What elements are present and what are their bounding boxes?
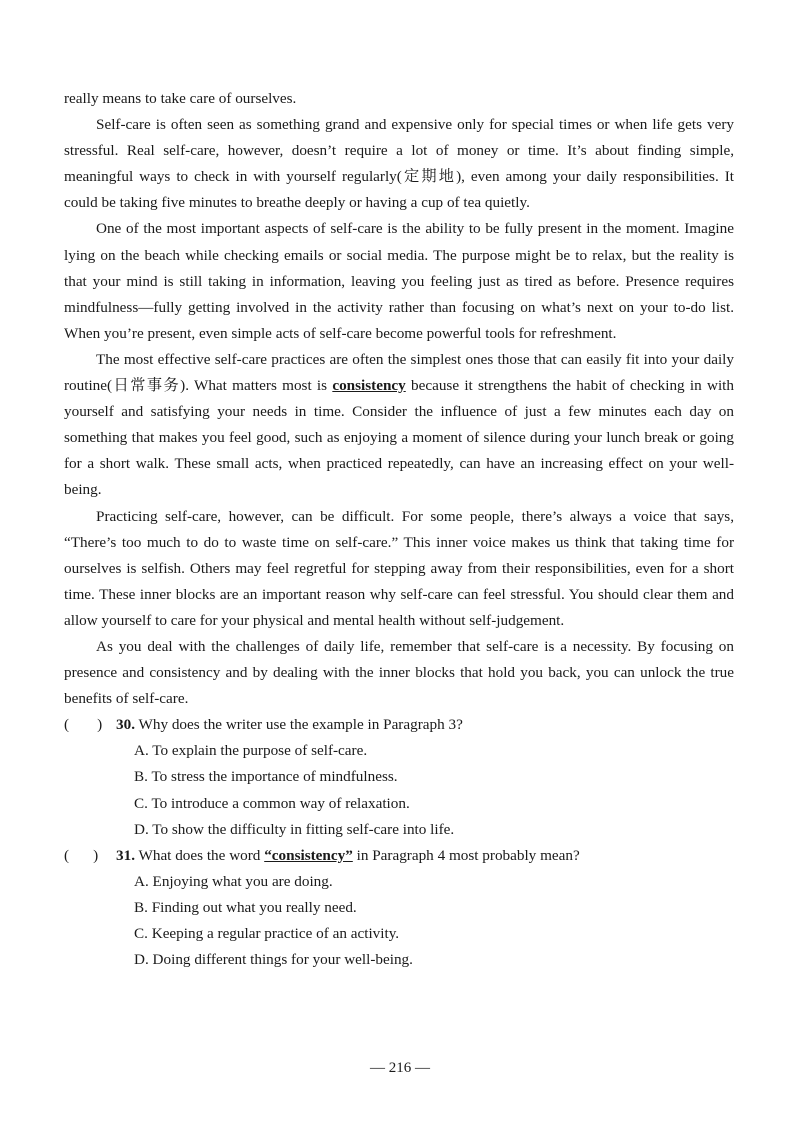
question-31 (64, 843, 734, 973)
question-text: Why does the writer use the example in Paragraph 3? (138, 716, 463, 734)
answer-blank-open: ( (64, 846, 70, 864)
paragraph-3 (64, 347, 734, 504)
paragraph-5: As you deal with the challenges of daily life, remember that self-care is a necessity. By focusing on presence and consistency and by dealing with the inner blocks that hold you back, you can unlock the true benefits of self-care. (64, 637, 734, 708)
document-body (64, 86, 734, 973)
page-number: — 216 — (370, 1060, 430, 1076)
paragraph-1: Self-care is often seen as something grand and expensive only for special times or when life gets very stressful. Real self-care, however, doesn’t require a lot of money or time. It’s about finding simple, meaningful ways to check in with yourself regularly(定期地), even among your daily responsibilities. It could be taking five minutes to breathe deeply or having a cup of tea quietly. (64, 116, 734, 212)
question-number: 31. (116, 846, 135, 864)
question-text-a: What does the word (138, 846, 265, 864)
answer-blank-close: ) (93, 846, 99, 864)
option-b: B. To stress the importance of mindfulness. (134, 768, 398, 786)
paragraph-2: One of the most important aspects of self-care is the ability to be fully present in the moment. Imagine lying on the beach while checking emails or social media. The purpose might be to relax, but the reality is that your mind is still taking in information, leaving you feeling just as tired as before. Presence requires mindfulness—fully getting involved in the activity rather than focusing on what’s next on your to-do list. When you’re present, even simple acts of self-care become powerful tools for refreshment. (64, 220, 734, 342)
question-text-b: in Paragraph 4 most probably mean? (352, 846, 580, 864)
paragraph-4: Practicing self-care, however, can be difficult. For some people, there’s always a voice that says, “There’s too much to do to waste time on self-care.” This inner voice makes us think that taking time for ourselves is selfish. Others may feel regretful for stepping away from their responsibilities, even for a short time. These inner blocks are an important reason why self-care can feel stressful. You should clear them and allow yourself to care for your physical and mental health without self-judgement. (64, 507, 734, 629)
question-keyword: “consistency” (264, 846, 353, 864)
answer-blank-open: ( (64, 716, 70, 734)
question-stem (116, 712, 463, 738)
question-30 (64, 712, 734, 842)
keyword-consistency: consistency (332, 377, 406, 395)
question-number: 30. (116, 716, 135, 734)
paragraph-3-text-b: because it strengthens the habit of checking in with yourself and satisfying your needs in time. Consider the influence of just a few minutes each day on something that makes you feel good, such as enjoying a moment of silence during your lunch break or going for a short walk. These small acts, when practiced repeatedly, can have an increasing effect on your well-being. (64, 377, 734, 499)
question-stem (116, 843, 580, 869)
option-c: C. Keeping a regular practice of an activity. (134, 925, 400, 942)
option-b: B. Finding out what you really need. (134, 898, 357, 916)
option-d: D. To show the difficulty in fitting self-care into life. (134, 820, 455, 838)
option-a: A. To explain the purpose of self-care. (134, 742, 368, 760)
option-a: A. Enjoying what you are doing. (134, 872, 333, 890)
answer-blank[interactable] (64, 843, 116, 869)
option-c: C. To introduce a common way of relaxation. (134, 794, 410, 812)
paragraph-3-text-a: The most effective self-care practices are often the simplest ones those that can easily fit into your daily routine(日常事务). What matters most is (64, 350, 734, 395)
answer-blank-close: ) (97, 716, 103, 734)
answer-blank[interactable] (64, 712, 116, 738)
paragraph-continued: really means to take care of ourselves. (64, 90, 297, 107)
option-d: D. Doing different things for your well-being. (134, 951, 413, 969)
